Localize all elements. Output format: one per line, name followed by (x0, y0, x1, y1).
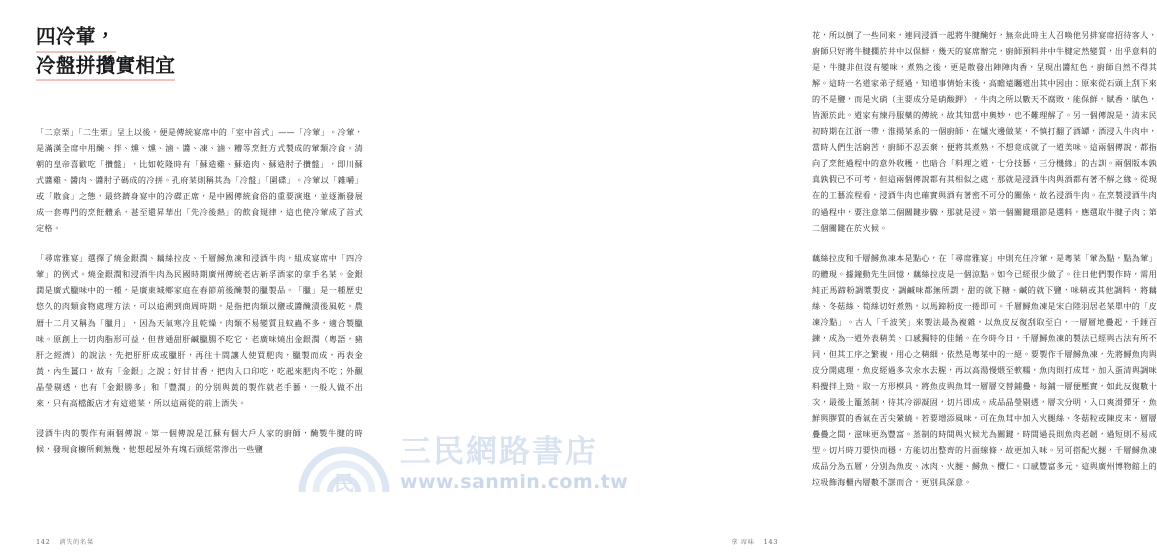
right-page-text-column (812, 27, 1157, 490)
running-head: 消失的名菜 (59, 539, 94, 546)
watermark-url: www.sanmin.com.tw (400, 471, 629, 493)
right-footer-group (731, 537, 778, 546)
running-head: 拿 席味 (731, 539, 755, 546)
paragraph: 「二京栗」「二生栗」呈上以後，便是傳統宴席中的「室中首式」——「冷葷」。冷葷，是滿漢全席中用醃、拌、燻、燻、滷、醬、凍、滷、糟等烹飪方式製成的葷類冷食。清朝的皇帝喜歡吃「攢盤」，比如乾隆時有「蘇造雞、蘇造肉、蘇造肘子攢盤」，即川蘇式醬雞、醬肉、醬肘子碼成的冷拼。孔府菜則稱其為「冷盤」「圍碟」。冷葷以「雜嚼」或「散食」之態，最終躋身宴中的冷碟正席，是中國傳統食俗的重要演進，並逐漸發展成一套專門的烹飪體系，甚至還昇華出「先冷後熱」的飲食規律，這也使冷葷成了首式定格。 (36, 127, 363, 234)
paragraph: 「尋席雅宴」選擇了燒金銀潤、藕絲拉皮、千層鱘魚凍和浸酒牛肉，組成宴席中「四冷葷」的例式。燒金銀潤和浸酒牛肉為民國時期廣州傳統老店新孚酒家的拿手名菜。金銀潤是廣式臘味中的一種，是廣東城鄉家庭在春節前後醃製的臘製品。「臘」是一種歷史悠久的肉類食物處理方法，可以追溯到商周時期，是指把肉類以鹽或醬醃漬後風乾。農曆十二月又稱為「臘月」，因為天氣寒冷且乾燥，肉類不易變質且蚊蟲不多，適合製臘味。原創上一切肉脂形可益，但普通甜肝鹹臘腸不吃它，老廣味燒出金銀潤（粵語，豬肝之經濟）的說法，先把肝肝成或臘肝，再往十間讓人使買肥肉，臘製而成，再表金黃，內生薑口，故有「金銀」之說；好甘甘香，把肉入口印吃，吃起來肥肉不吃；外觀晶瑩剔透，也有「金銀勝多」和「豐潤」的分別與黃的製作就老手藝，一般人做不出來，只有高檔飯店才有這道菜，所以這兩從的前上酒失。 (36, 253, 363, 408)
paragraph: 浸酒牛肉的製作有兩個傳說。第一個傳說是江蘇有個大戶人家的廚師，醃製牛腱的時候，發現食櫥所剩無幾，他想起屋外有塊石頭經常滲出一些鹽 (36, 427, 363, 454)
left-page (0, 0, 400, 553)
svg-text:民: 民 (334, 471, 354, 495)
page-title-line-1: 四冷葷， (36, 24, 116, 53)
right-page (400, 0, 1157, 553)
right-page-footer (400, 519, 800, 553)
page-title-line-2: 冷盤拼攢實相宜 (36, 53, 175, 82)
page-title-row-2 (36, 53, 366, 82)
paragraph: 花，所以倒了一些同來，連同浸酒一起將牛腱醃好，無奈此時主人召喚他另排宴席招待客人，廚師只好將牛腱擱於井中以保鮮，幾天的宴席辦完，廚師預料井中牛腱定然變質，出乎意料的是，牛腱非但沒有變味，煮熟之後，更是散發出陣陣肉香，呈現出醬紅色，廚師自然不得其解。這時一名道家弟子經過，知道事情始末後，高瞻遠矚道出其中因由：原來從石頭上刮下來的不是鹽，而是火硝（主要成分是硝酸鉀），牛肉之所以數天不腐敗，能保鮮，賦香，賦色，皆源於此。道家有煉丹服藥的傳統，故其知當中奧妙，也不難理解了。另一個傳說是，清末民初時期在江浙一帶，淮揚菜系的一個廚師，在爐火邊做菜，不慎打翻了酒罈，酒浸入牛肉中，當時人們生活窮苦，廚師不忍丟棄，便將其煮熟，不想竟成就了一道美味。這兩個傳說，都指向了烹飪過程中的意外收穫，也暗合「料理之道，七分技藝，三分機緣」的古訓。兩個版本孰真孰假已不可考，但這兩個傳說都有其相似之處，那就是浸酒牛肉與酒都有著不解之緣。從現在的工藝流程看，浸酒牛肉也確實與酒有著密不可分的關係，故名浸酒牛肉。在烹製浸酒牛肉的過程中，要注意第二個關鍵步驟，那就是浸。第一個關鍵環節是選料，應選取牛腱子肉；第二個關鍵在於火候。 (812, 30, 1157, 233)
page-number: 143 (763, 538, 778, 546)
left-footer-group (36, 537, 94, 546)
watermark-brand: 三民網路書店 (400, 434, 598, 470)
paragraph: 藕絲拉皮和千層鱘魚凍本是點心，在「尋席雅宴」中則充任冷葷，是粵菜「葷為點，點為葷」的體現。據鐘動先生回憶，藕絲拉皮是一個涼點。如今已經很少做了。往日他們製作時，需用純正馬蹄粉調漿製皮，調鹹味都無所謂，甜的就下糖、鹹的就下鹽，味精或其他調料，將藕絲、冬菇絲、筍絲切好煮熟，以馬蹄粉皮一捲即可。千層鱘魚凍是宋白陸羽居老菜單中的「皮凍冷點」。古人「千波笑」來製法最為複雜，以魚皮反復刮取至白，一層層地疊起，千錘百鍊，成為一道外表精美、口感獨特的佳餚。在今時今日，千層鱘魚凍的製法已經與古法有所不同，但其工序之繁複，用心之精細，依然是粵菜中的一絕。要製作千層鱘魚凍，先將鱘魚肉與皮分開處理，魚皮經過多次氽水去腥，再以高湯慢煨至軟糯，魚肉則打成茸，加入蛋清與調味料攪拌上勁。取一方形模具，將魚皮與魚茸一層層交替鋪疊，每鋪一層便壓實，如此反復數十次，最後上籠蒸制，待其冷卻凝固，切片即成。成品晶瑩剔透，層次分明，入口爽滑彈牙，魚鮮與膠質的香氣在舌尖縈繞。若要增添風味，可在魚茸中加入火腿絲、冬菇粒或陳皮末，層層疊疊之間，滋味更為豐富。蒸制的時間與火候尤為關鍵，時間過長則魚肉老韌，過短則不易成型。切片時刀要快而穩，方能切出整齊的片面線條，故更加入味。另可搭配火腿，千層鱘魚凍成品分為五層，分別為魚皮、冰肉、火腿、鱘魚、欖仁。口感豐富多元，這與廣州博物館上的垃圾飾海櫃內層數不謀而合，更別具深意。 (812, 252, 1157, 488)
left-page-text-column (36, 124, 363, 457)
page-title-row-1 (36, 24, 366, 53)
page-number: 142 (36, 538, 51, 546)
page-title (36, 24, 366, 81)
left-page-footer (0, 519, 400, 553)
